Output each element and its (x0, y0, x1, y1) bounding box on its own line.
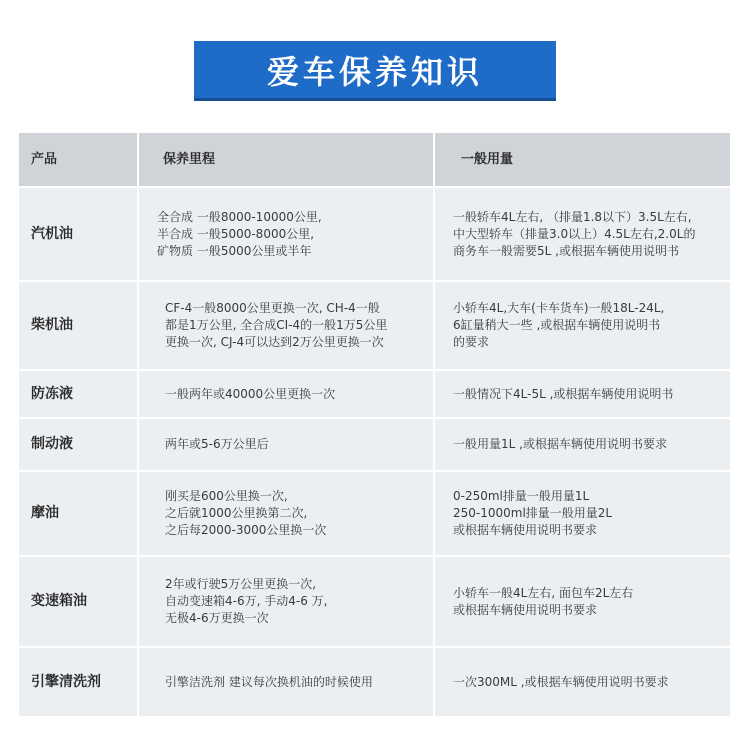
amount-line: 中大型轿车（排量3.0以上）4.5L左右,2.0L的 (453, 226, 696, 241)
product-cell: 柴机油 (19, 282, 137, 369)
mileage-line: CF-4一般8000公里更换一次, CH-4一般 (165, 301, 380, 315)
amount-line: 商务车一般需要5L ,或根据车辆使用说明书 (453, 243, 679, 258)
product-cell: 变速箱油 (19, 557, 137, 646)
table-row (19, 557, 730, 646)
page-title: 爱车保养知识 (194, 41, 556, 101)
amount-line: 0-250ml排量一般用量1L (453, 489, 590, 503)
amount-cell (435, 371, 730, 417)
table-row (19, 419, 730, 470)
amount-cell (435, 188, 730, 280)
header-mileage: 保养里程 (139, 133, 433, 186)
table-header-row (19, 133, 730, 186)
mileage-line: 2年或行驶5万公里更换一次, (165, 577, 317, 591)
mileage-cell (139, 188, 433, 280)
product-cell: 摩油 (19, 472, 137, 555)
table-row (19, 472, 730, 555)
header-amount: 一般用量 (435, 133, 730, 186)
product-cell: 制动液 (19, 419, 137, 470)
mileage-line: 一般两年或40000公里更换一次 (165, 386, 336, 401)
amount-cell (435, 472, 730, 555)
amount-cell (435, 419, 730, 470)
mileage-line: 刚买是600公里换一次, (165, 489, 288, 503)
mileage-cell (139, 282, 433, 369)
amount-line: 6缸量稍大一些 ,或根据车辆使用说明书 (453, 318, 661, 332)
mileage-line: 无极4-6万更换一次 (165, 611, 269, 625)
amount-line: 一次300ML ,或根据车辆使用说明书要求 (453, 674, 669, 689)
amount-line: 一般轿车4L左右, （排量1.8以下）3.5L左右, (453, 209, 692, 224)
table-row (19, 371, 730, 417)
product-cell: 汽机油 (19, 188, 137, 280)
product-cell: 防冻液 (19, 371, 137, 417)
mileage-line: 之后就1000公里换第二次, (165, 506, 308, 520)
amount-line: 或根据车辆使用说明书要求 (453, 523, 598, 537)
amount-line: 一般用量1L ,或根据车辆使用说明书要求 (453, 437, 667, 451)
amount-cell (435, 648, 730, 716)
mileage-cell (139, 557, 433, 646)
amount-line: 小轿车4L,大车(卡车货车)一般18L-24L, (453, 301, 665, 315)
mileage-line: 自动变速箱4-6万, 手动4-6 万, (165, 594, 328, 608)
table-row (19, 188, 730, 280)
mileage-line: 两年或5-6万公里后 (165, 437, 269, 451)
amount-line: 的要求 (453, 335, 490, 349)
mileage-line: 更换一次, CJ-4可以达到2万公里更换一次 (165, 335, 384, 349)
amount-line: 一般情况下4L-5L ,或根据车辆使用说明书 (453, 386, 674, 401)
product-cell: 引擎清洗剂 (19, 648, 137, 716)
mileage-cell (139, 648, 433, 716)
mileage-cell (139, 371, 433, 417)
amount-line: 或根据车辆使用说明书要求 (453, 602, 598, 617)
mileage-cell (139, 419, 433, 470)
mileage-line: 全合成 一般8000-10000公里, (157, 209, 322, 224)
header-product: 产品 (19, 133, 137, 186)
table-row (19, 282, 730, 369)
mileage-line: 都是1万公里, 全合成CI-4的一般1万5公里 (165, 318, 388, 332)
amount-line: 250-1000ml排量一般用量2L (453, 506, 613, 520)
mileage-line: 矿物质 一般5000公里或半年 (157, 243, 312, 258)
amount-cell (435, 282, 730, 369)
amount-line: 小轿车一般4L左右, 面包车2L左右 (453, 585, 634, 600)
mileage-cell (139, 472, 433, 555)
table-row (19, 648, 730, 716)
mileage-line: 半合成 一般5000-8000公里, (157, 226, 315, 241)
mileage-line: 引擎洁洗剂 建议每次换机油的时候使用 (165, 674, 373, 689)
maintenance-table (19, 133, 730, 716)
amount-cell (435, 557, 730, 646)
mileage-line: 之后每2000-3000公里换一次 (165, 523, 327, 537)
